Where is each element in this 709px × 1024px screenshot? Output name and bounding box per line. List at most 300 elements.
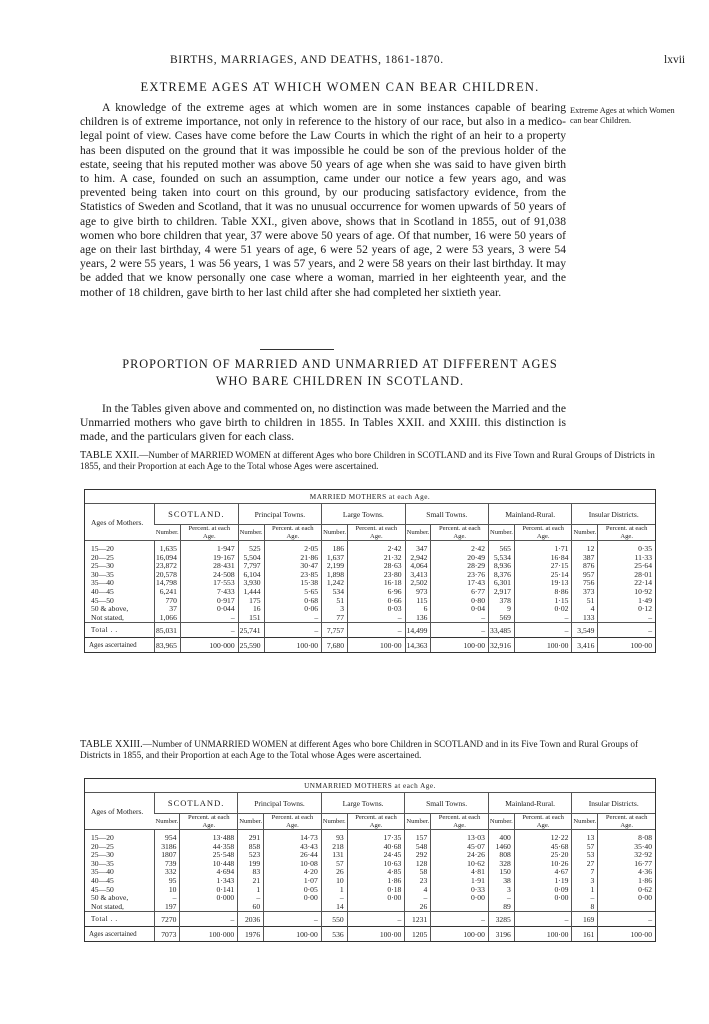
table-cell: 157 <box>405 834 431 843</box>
table-cell: 2,199 <box>322 562 348 571</box>
table-cell: 4·20 <box>264 868 322 877</box>
table-cell: 8·86 <box>514 588 572 597</box>
table-cell: 0·044 <box>180 605 238 614</box>
table-cell: 7·433 <box>180 588 238 597</box>
column-header-percent: Percent. at each Age. <box>514 814 572 830</box>
paragraph: A knowledge of the extreme ages at which women are in some instances capable of bearing children is of extreme importance, not only in reference to the history of our race, but also in a medico-legal point of view. Cases have come before the Law Courts in which the right of an heir to a property has been disputed on the ground that it was impossible he could be son of the previous holder of the estate, seeing that his reputed mother was above 50 years of age when she was said to have given birth to him. A case, founded on such an assumption, came under our notice a few years ago, and was prevented being taken into court on this ground, by our producing satisfactory evidence, from the Statistics of Sweden and Scotland, that it was no unusual occurrence for women upwards of 50 years of age to give birth to children. Table XXI., given above, shows that in Scotland in 1855, out of 91,038 women who bore children that year, 37 were above 50 years of age. Of that number, 16 were 50 years of age on their last birthday, 4 were 51 years of age, 6 were 52 years of age, 2 were 53 years, 3 were 54 years, 2 were 55 years, 1 was 56 years, 1 was 57 years, and 2 were 58 years on their last birthday. It may be added that we know personally one case where a woman, married in her eighteenth year, and the mother of 18 children, gave birth to her last child after she had completed her sixtieth year. <box>80 101 566 299</box>
table-cell: 0·18 <box>347 886 405 895</box>
table-cell: 954 <box>155 834 180 843</box>
table-cell: 83,965 <box>155 638 181 653</box>
table-cell: 1,635 <box>155 545 181 554</box>
column-header-percent: Percent. at each Age. <box>264 525 322 541</box>
table-cell: 45·68 <box>514 843 572 852</box>
table-cell: 175 <box>238 597 264 606</box>
table-cell: 20·49 <box>431 554 489 563</box>
table-caption-xxii <box>80 450 655 472</box>
table-cell: 115 <box>405 597 431 606</box>
table-cell: 4·36 <box>598 868 655 877</box>
row-label: 50 & above, <box>91 893 129 903</box>
row-label: Not stated, <box>91 612 124 622</box>
paragraph: In the Tables given above and commented on, no distinction was made between the Married and the Unmarried mothers who gave birth to children in 1855. In Tables XXII. and XXIII. this distinction is made, and the particulars given for each class. <box>80 402 566 444</box>
table-cell: 100·00 <box>514 638 572 653</box>
table-cell: 14,798 <box>155 579 181 588</box>
column-group-header: Insular Districts. <box>572 504 655 525</box>
table-cell: 7,797 <box>238 562 264 571</box>
table-cell: 3,413 <box>405 571 431 580</box>
table-cell: 26·44 <box>264 851 322 860</box>
table-cell: 100·00 <box>264 927 322 942</box>
table-cell: 10·63 <box>347 860 405 869</box>
table-cell: 17·553 <box>180 579 238 588</box>
table-cell: 22·14 <box>598 579 655 588</box>
table-cell: 77 <box>322 614 348 623</box>
table-cell: 808 <box>488 851 514 860</box>
table-cell: 292 <box>405 851 431 860</box>
table-cell: 1,637 <box>322 554 348 563</box>
table-cell: 100·00 <box>431 638 489 653</box>
table-group-title: MARRIED MOTHERS at each Age. <box>85 490 655 504</box>
table-cell: 20,578 <box>155 571 181 580</box>
table-cell: 291 <box>238 834 264 843</box>
row-label: 25—30 <box>91 850 114 860</box>
column-header-percent: Percent. at each Age. <box>598 525 655 541</box>
table-cell: – <box>431 912 489 927</box>
table-cell: 151 <box>238 614 264 623</box>
table-cell: 0·80 <box>431 597 489 606</box>
table-cell: 169 <box>572 912 598 927</box>
section-divider <box>260 349 334 350</box>
column-header-ages: Ages of Mothers. <box>85 504 155 541</box>
column-group-header: Large Towns. <box>322 504 405 525</box>
table-cell: 32,916 <box>489 638 515 653</box>
table-cell: 1·71 <box>514 545 572 554</box>
table-caption-title: TABLE XXIII. <box>80 739 143 750</box>
table-cell: 6,104 <box>238 571 264 580</box>
table-cell: 28·29 <box>431 562 489 571</box>
table-cell: 26 <box>405 903 431 912</box>
table-cell: 150 <box>488 868 514 877</box>
table-cell: 0·62 <box>598 886 655 895</box>
column-header-number: Number. <box>155 525 181 541</box>
table-cell: 100·00 <box>598 927 655 942</box>
table-cell: 24·508 <box>180 571 238 580</box>
row-label: Total . . <box>85 623 155 638</box>
table-xxii <box>84 489 656 653</box>
table-cell: 1976 <box>238 927 264 942</box>
table-row <box>85 614 655 623</box>
table-cell: 0·00 <box>598 894 655 903</box>
column-header-number: Number. <box>488 814 514 830</box>
table-cell: 6,301 <box>489 579 515 588</box>
table-cell: 7270 <box>155 912 180 927</box>
table-cell: 25·64 <box>598 562 655 571</box>
table-cell <box>598 903 655 912</box>
table-cell: – <box>598 912 655 927</box>
table-cell: 199 <box>238 860 264 869</box>
table-cell: 28·431 <box>180 562 238 571</box>
table-cell: 2·42 <box>431 545 489 554</box>
table-cell: 32·92 <box>598 851 655 860</box>
table-cell: 100·00 <box>264 638 322 653</box>
table-cell: 1 <box>238 886 264 895</box>
row-label: 20—25 <box>91 552 114 562</box>
table-cell: 2,917 <box>489 588 515 597</box>
table-cell: – <box>572 894 598 903</box>
table-cell: 1,242 <box>322 579 348 588</box>
row-label: 40—45 <box>91 875 114 885</box>
column-group-header: Mainland-Rural. <box>488 793 572 814</box>
table-cell: 3285 <box>488 912 514 927</box>
table-caption-text: —Number of MARRIED WOMEN at different Ages who bore Children in SCOTLAND and its Five Town and Rural Groups of Districts in 1855, and their Proportion at each Age to the Total whose Ages were ascertained. <box>80 450 655 471</box>
table-cell: 0·09 <box>514 886 572 895</box>
column-header-number: Number. <box>321 814 347 830</box>
row-label: 40—45 <box>91 586 114 596</box>
table-cell: 27 <box>572 860 598 869</box>
table-cell: 1205 <box>405 927 431 942</box>
table-cell: 5,534 <box>489 554 515 563</box>
table-cell: 0·12 <box>598 605 655 614</box>
table-cell: 332 <box>155 868 180 877</box>
table-cell: 1,066 <box>155 614 181 623</box>
table-cell: 33,485 <box>489 623 515 638</box>
table-group-row <box>85 490 655 504</box>
table-cell: 3,549 <box>572 623 598 638</box>
data-table <box>85 490 655 652</box>
table-cell: 0·68 <box>264 597 322 606</box>
table-cell: 1807 <box>155 851 180 860</box>
table-cell: – <box>598 623 655 638</box>
table-cell: 0·02 <box>514 605 572 614</box>
table-cell: 858 <box>238 843 264 852</box>
column-header-percent: Percent. at each Age. <box>514 525 572 541</box>
table-cell: 1,898 <box>322 571 348 580</box>
table-cell: 14,363 <box>405 638 431 653</box>
table-cell: 13 <box>572 834 598 843</box>
page-number: lxvii <box>664 54 686 66</box>
table-cell: 57 <box>321 860 347 869</box>
table-cell: 19·167 <box>180 554 238 563</box>
row-label: 35—40 <box>91 867 114 877</box>
table-cell: 10·448 <box>180 860 238 869</box>
table-cell: 0·66 <box>348 597 406 606</box>
table-cell: 38 <box>488 877 514 886</box>
table-cell: 7,680 <box>322 638 348 653</box>
column-header-percent: Percent. at each Age. <box>347 814 405 830</box>
column-group-header: Principal Towns. <box>238 793 322 814</box>
column-header-percent: Percent. at each Age. <box>180 525 238 541</box>
table-cell: – <box>155 894 180 903</box>
table-cell: – <box>180 614 238 623</box>
table-cell: 0·03 <box>348 605 406 614</box>
table-cell: 3,930 <box>238 579 264 588</box>
table-cell: – <box>405 894 431 903</box>
table-cell: – <box>431 623 489 638</box>
table-cell: 131 <box>321 851 347 860</box>
table-cell: 6,241 <box>155 588 181 597</box>
table-cell: 0·141 <box>180 886 238 895</box>
table-cell: 16·18 <box>348 579 406 588</box>
table-cell: 0·00 <box>347 894 405 903</box>
table-cell: 565 <box>489 545 515 554</box>
table-cell: 23,872 <box>155 562 181 571</box>
table-cell: 0·04 <box>431 605 489 614</box>
row-label: 15—20 <box>91 544 114 553</box>
table-cell: – <box>514 912 572 927</box>
column-header-number: Number. <box>405 525 431 541</box>
table-cell: 0·05 <box>264 886 322 895</box>
table-group-row <box>85 779 655 793</box>
table-cell: 0·06 <box>264 605 322 614</box>
table-xxiii <box>84 778 656 942</box>
column-header-number: Number. <box>489 525 515 541</box>
table-cell: – <box>347 912 405 927</box>
table-cell: – <box>264 623 322 638</box>
table-cell: 51 <box>572 597 598 606</box>
table-cell: 23·80 <box>348 571 406 580</box>
row-label: Ages ascertained <box>85 927 155 942</box>
table-cell: 8,376 <box>489 571 515 580</box>
table-cell: 24·45 <box>347 851 405 860</box>
column-header-number: Number. <box>322 525 348 541</box>
table-cell: 161 <box>572 927 598 942</box>
table-cell: 1·91 <box>431 877 489 886</box>
column-group-header: Insular Districts. <box>572 793 655 814</box>
column-group-header: SCOTLAND. <box>155 504 239 525</box>
table-cell: 3196 <box>488 927 514 942</box>
table-cell: 16,094 <box>155 554 181 563</box>
table-cell: 100·00 <box>598 638 655 653</box>
table-cell: 4·67 <box>514 868 572 877</box>
table-cell: 770 <box>155 597 181 606</box>
table-cell: 100·00 <box>514 927 572 942</box>
table-cell: – <box>180 623 238 638</box>
column-group-header: Mainland-Rural. <box>489 504 572 525</box>
section-title-extreme-ages: EXTREME AGES AT WHICH WOMEN CAN BEAR CHILDREN. <box>140 80 540 94</box>
table-cell: 5·65 <box>264 588 322 597</box>
table-cell: 60 <box>238 903 264 912</box>
table-cell: 12·22 <box>514 834 572 843</box>
column-group-header: Large Towns. <box>321 793 405 814</box>
table-cell: 17·35 <box>347 834 405 843</box>
table-cell: – <box>598 614 655 623</box>
table-cell: 0·33 <box>431 886 489 895</box>
table-cell: 10·26 <box>514 860 572 869</box>
table-cell: 133 <box>572 614 598 623</box>
table-cell: 550 <box>321 912 347 927</box>
table-cell: 1·86 <box>347 877 405 886</box>
table-cell: 15·38 <box>264 579 322 588</box>
table-ascertained-row <box>85 638 655 653</box>
table-cell: 1·86 <box>598 877 655 886</box>
table-cell: 0·917 <box>180 597 238 606</box>
table-cell: 876 <box>572 562 598 571</box>
table-total-row <box>85 623 655 638</box>
table-total-row <box>85 912 655 927</box>
table-cell: 14 <box>321 903 347 912</box>
table-cell <box>347 903 405 912</box>
column-header-percent: Percent. at each Age. <box>348 525 406 541</box>
table-cell: 57 <box>572 843 598 852</box>
table-cell: 19·13 <box>514 579 572 588</box>
table-cell: 3 <box>488 886 514 895</box>
column-header-number: Number. <box>238 525 264 541</box>
table-cell: 95 <box>155 877 180 886</box>
data-table <box>85 779 655 941</box>
table-cell: 44·358 <box>180 843 238 852</box>
table-cell: 25,741 <box>238 623 264 638</box>
table-cell <box>514 903 572 912</box>
running-header <box>0 54 709 68</box>
table-cell: 93 <box>321 834 347 843</box>
table-cell: – <box>514 623 572 638</box>
table-cell: 2,502 <box>405 579 431 588</box>
table-cell: 21 <box>238 877 264 886</box>
table-header-row <box>85 504 655 525</box>
table-cell: 536 <box>321 927 347 942</box>
table-cell: 136 <box>405 614 431 623</box>
row-label: 45—50 <box>91 595 114 605</box>
table-cell: 25,590 <box>238 638 264 653</box>
row-label: 20—25 <box>91 841 114 851</box>
table-cell: 1·19 <box>514 877 572 886</box>
row-label: 25—30 <box>91 561 114 571</box>
table-cell: 89 <box>488 903 514 912</box>
table-cell: 11·33 <box>598 554 655 563</box>
table-header-row <box>85 793 655 814</box>
table-cell: 10·08 <box>264 860 322 869</box>
table-cell: 14·73 <box>264 834 322 843</box>
table-cell: 30·47 <box>264 562 322 571</box>
table-cell: 53 <box>572 851 598 860</box>
table-cell: 548 <box>405 843 431 852</box>
table-cell: 51 <box>322 597 348 606</box>
table-cell: 186 <box>322 545 348 554</box>
table-row <box>85 886 655 895</box>
table-cell: 525 <box>238 545 264 554</box>
column-header-percent: Percent. at each Age. <box>598 814 655 830</box>
row-label: 45—50 <box>91 884 114 894</box>
table-caption-xxiii <box>80 739 655 761</box>
table-cell: 756 <box>572 579 598 588</box>
table-cell: 28·01 <box>598 571 655 580</box>
table-cell: 37 <box>155 605 181 614</box>
table-cell: 957 <box>572 571 598 580</box>
column-header-number: Number. <box>572 525 598 541</box>
table-cell: 1·947 <box>180 545 238 554</box>
table-cell: 373 <box>572 588 598 597</box>
table-cell: 128 <box>405 860 431 869</box>
table-cell: 1 <box>321 886 347 895</box>
table-cell: 14,499 <box>405 623 431 638</box>
row-label: Not stated, <box>91 901 124 911</box>
row-label: 30—35 <box>91 858 114 868</box>
table-ascertained-row <box>85 927 655 942</box>
table-cell: 7073 <box>155 927 180 942</box>
table-cell: 40·68 <box>347 843 405 852</box>
column-header-number: Number. <box>238 814 264 830</box>
table-cell: 28·63 <box>348 562 406 571</box>
table-cell: 100·000 <box>180 638 238 653</box>
table-cell: 10·62 <box>431 860 489 869</box>
table-cell <box>180 903 238 912</box>
table-cell: 6·77 <box>431 588 489 597</box>
table-cell: 0·00 <box>514 894 572 903</box>
table-cell: 25·20 <box>514 851 572 860</box>
table-cell: 8,936 <box>489 562 515 571</box>
row-label: 30—35 <box>91 569 114 579</box>
table-cell: 218 <box>321 843 347 852</box>
table-cell: 1460 <box>488 843 514 852</box>
table-cell: 3,416 <box>572 638 598 653</box>
table-cell: 23·76 <box>431 571 489 580</box>
row-label: 50 & above, <box>91 604 129 614</box>
column-header-number: Number. <box>405 814 431 830</box>
table-cell: 10 <box>321 877 347 886</box>
table-cell: 3 <box>322 605 348 614</box>
table-caption-text: —Number of UNMARRIED WOMEN at different Ages who bore Children in SCOTLAND and in its Five Town and Rural Groups of Districts in 1855, and their Proportion at each Age to the Total whose Ages were ascertained. <box>80 739 639 760</box>
table-cell: 26 <box>321 868 347 877</box>
table-cell: 0·35 <box>598 545 655 554</box>
table-subheader-row <box>85 814 655 830</box>
table-cell: 16·77 <box>598 860 655 869</box>
table-cell: – <box>348 623 406 638</box>
table-cell <box>264 903 322 912</box>
table-cell: 1·49 <box>598 597 655 606</box>
table-cell: – <box>488 894 514 903</box>
table-cell: 23 <box>405 877 431 886</box>
table-cell: 12 <box>572 545 598 554</box>
table-cell: 4·81 <box>431 868 489 877</box>
table-cell: 1 <box>572 886 598 895</box>
title-line: WHO BARE CHILDREN IN SCOTLAND. <box>215 374 465 388</box>
table-cell: – <box>264 912 322 927</box>
table-cell: 0·000 <box>180 894 238 903</box>
table-cell: 13·488 <box>180 834 238 843</box>
table-cell: 100·000 <box>180 927 238 942</box>
table-cell: 6 <box>405 605 431 614</box>
table-cell: 534 <box>322 588 348 597</box>
table-cell: 16·84 <box>514 554 572 563</box>
table-cell: 85,031 <box>155 623 181 638</box>
column-group-header: Small Towns. <box>405 504 488 525</box>
table-cell: – <box>238 894 264 903</box>
table-cell: 7 <box>572 868 598 877</box>
table-cell: 35·40 <box>598 843 655 852</box>
table-cell: 21·32 <box>348 554 406 563</box>
row-label: Total . . <box>85 912 155 927</box>
table-cell: – <box>321 894 347 903</box>
table-cell: 1,444 <box>238 588 264 597</box>
table-cell: 17·43 <box>431 579 489 588</box>
table-cell: 378 <box>489 597 515 606</box>
table-cell: 9 <box>489 605 515 614</box>
table-cell: 43·43 <box>264 843 322 852</box>
table-cell: 100·00 <box>431 927 489 942</box>
table-cell: 3186 <box>155 843 180 852</box>
column-header-ages: Ages of Mothers. <box>85 793 155 830</box>
table-cell: 1·343 <box>180 877 238 886</box>
table-cell: 2·42 <box>348 545 406 554</box>
table-cell: 13·03 <box>431 834 489 843</box>
table-cell: 328 <box>488 860 514 869</box>
table-cell: 0·00 <box>264 894 322 903</box>
table-caption-title: TABLE XXII. <box>80 450 140 461</box>
table-cell: 4·694 <box>180 868 238 877</box>
table-cell: 4·85 <box>347 868 405 877</box>
table-cell: 2,942 <box>405 554 431 563</box>
table-cell: 973 <box>405 588 431 597</box>
table-cell: – <box>348 614 406 623</box>
